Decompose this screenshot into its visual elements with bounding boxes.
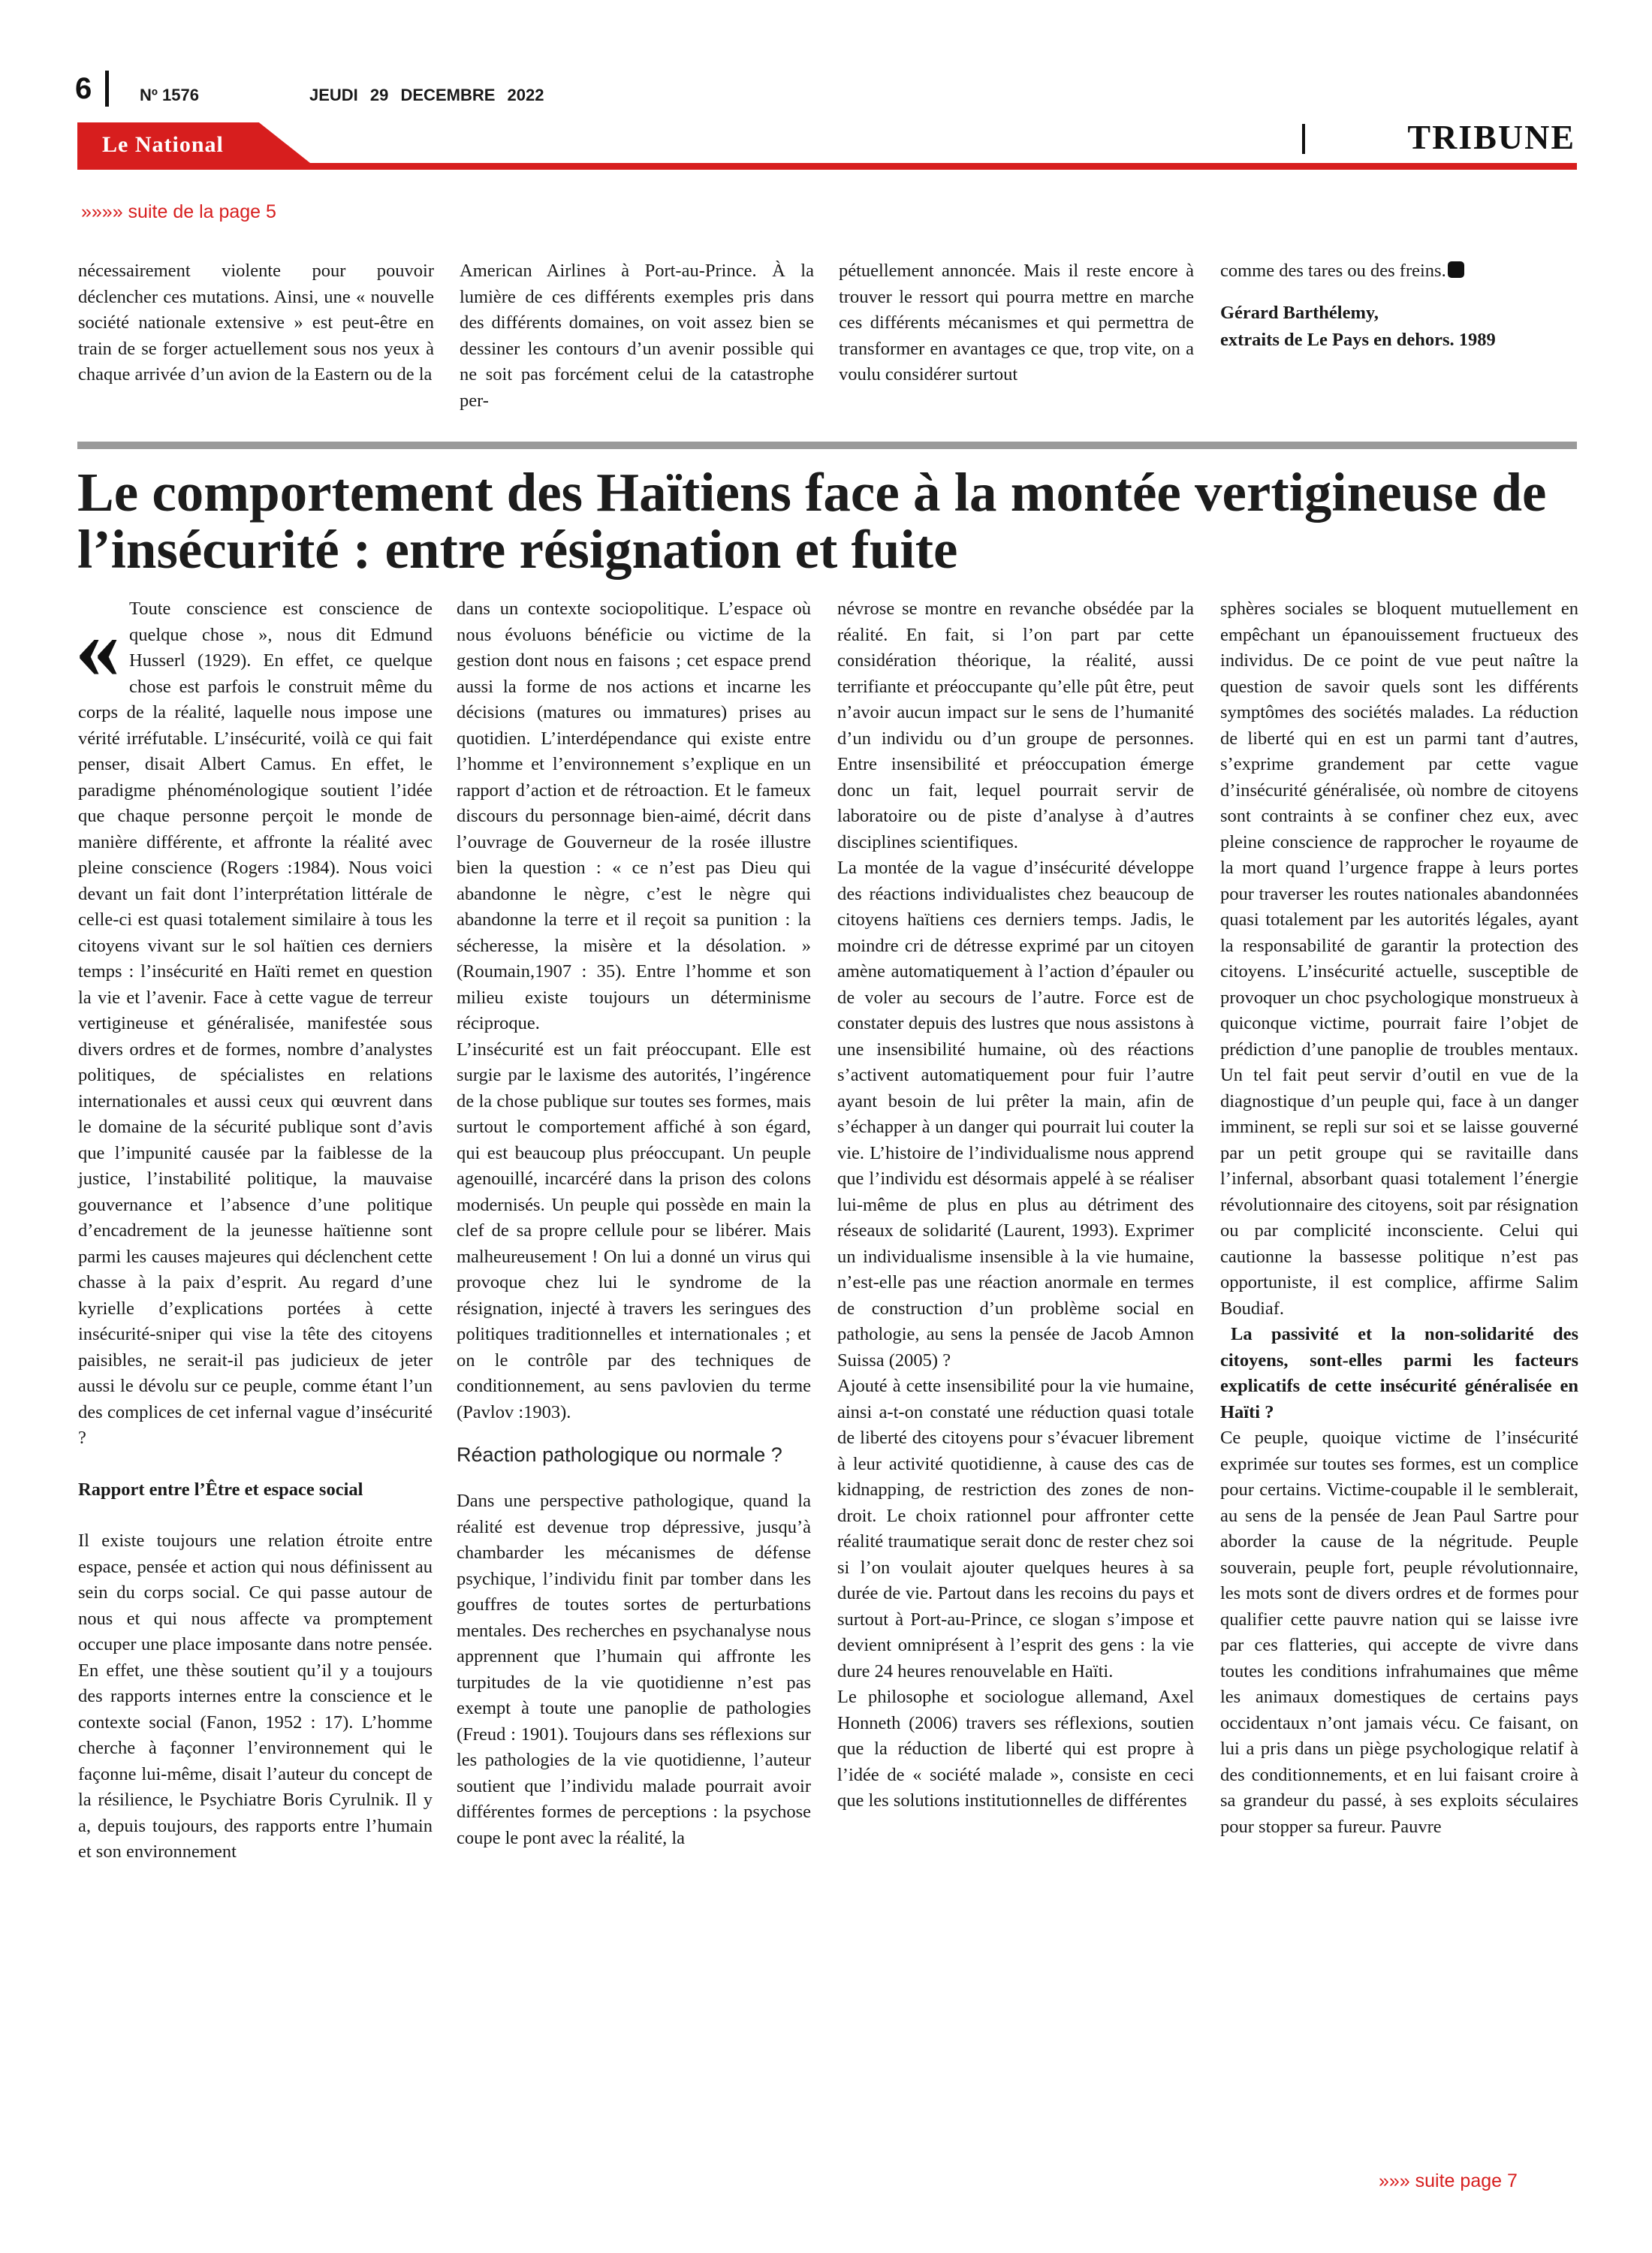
newspaper-brand: Le National	[102, 132, 224, 157]
article-column-2	[457, 596, 811, 1851]
author-signature	[1220, 300, 1578, 354]
article-paragraph: Dans une perspective pathologique, quand la réalité est devenue trop dépressive, jusqu’à chambarder les mécanismes de défense psychique, l’individu finit par tomber dans les gouffres de toutes sortes de perturbations mentales. Des recherches en psychanalyse nous apprennent que l’humain qui affronte les turpitudes de la vie quotidienne n’est pas exempt à toute une panoplie de pathologies (Freud : 1901). Toujours dans ses réflexions sur les pathologies de la vie quotidienne, l’auteur soutient que l’individu malade pourrait avoir différentes formes de perceptions : la psychose coupe le pont avec la réalité, la	[457, 1491, 811, 1848]
article-subheading: La passivité et la non-solidarité des citoyens, sont-elles parmi les facteurs explicatifs de cette insécurité généralisée en Haïti ?	[1220, 1324, 1578, 1422]
previous-article-text: pétuellement annoncée. Mais il reste encore à trouver le ressort qui pourra mettre en marche ces différents mécanismes et qui permettra de transformer en avantages ce que, trop vite, on a voulu considérer surtout	[839, 261, 1194, 385]
previous-article-column-1	[78, 258, 434, 388]
end-mark-icon	[1448, 261, 1464, 278]
page-number: 6	[75, 72, 92, 105]
previous-article-text: American Airlines à Port-au-Prince. À la lumière de ces différents exemples pris dans des différents domaines, on voit assez bien se dessiner les contours d’un avenir possible qui ne soit pas forcément celui de la catastrophe per-	[460, 261, 814, 411]
author-name: Gérard Barthélemy,	[1220, 302, 1379, 323]
section-title: TRIBUNE	[1407, 118, 1575, 156]
continued-to-link[interactable]: »»» suite page 7	[1379, 2170, 1518, 2191]
article-paragraph: Ce peuple, quoique victime de l’insécurité exprimée sur toutes ses formes, est un complice pour certains. Victime-coupable il le semblerait, au sens de la pensée de Jean Paul Sartre pour aborder la cause de la négritude. Peuple souverain, peuple fort, peuple révolutionnaire, les mots sont de divers ordres et de formes pour qualifier cette pauvre nation qui se laisse ivre par ces flatteries, qui accepte de vivre dans toutes les conditions infrahumaines que même les animaux domestiques de certains pays occidentaux n’ont jamais vécu. Ce faisant, on lui a pris dans un piège psychologique relatif à des conditionnements, et en lui faisant croire à sa grandeur du passé, à ses exploits séculaires pour stopper sa fureur. Pauvre	[1220, 1428, 1578, 1837]
section-divider	[1302, 124, 1305, 154]
article-paragraph: dans un contexte sociopolitique. L’espace où nous évoluons bénéficie ou victime de la gestion dont nous en faisons ; cet espace prend aussi la forme de nos actions et incarne les décisions (matures ou immatures) prises au quotidien. L’interdépendance qui existe entre l’homme et l’environnement s’explique en un rapport d’action et de rétroaction. Et le fameux discours du personnage bien-aimé, décrit dans l’ouvrage de Gouverneur de la rosée illustre bien la question : « ce n’est pas Dieu qui abandonne le nègre, c’est le nègre qui abandonne la terre et il reçoit sa punition : la sécheresse, la misère et la désolation. » (Roumain,1907 : 35). Entre l’homme et son milieu existe toujours un déterminisme réciproque.	[457, 599, 811, 1033]
article-separator	[77, 442, 1577, 449]
author-source: extraits de Le Pays en dehors. 1989	[1220, 329, 1496, 350]
article-paragraph: Il existe toujours une relation étroite entre espace, pensée et action qui nous définissent au sein du corps social. Ce qui passe autour de nous et qui nous affecte va promptement occuper une place imposante dans notre pensée. En effet, une thèse soutient qu’il y a toujours des rapports internes entre la conscience et le contexte social (Fanon, 1952 : 17). L’homme cherche à façonner l’environnement qui le façonne lui-même, disait l’auteur du concept de la résilience, le Psychiatre Boris Cyrulnik. Il y a, depuis toujours, des rapports entre l’humain et son environnement	[78, 1531, 433, 1862]
header-red-rule	[77, 163, 1577, 170]
previous-article-text	[1220, 258, 1578, 285]
issue-date: JEUDI 29 DECEMBRE 2022	[309, 86, 544, 104]
article-paragraph: Toute conscience est conscience de quelque chose », nous dit Edmund Husserl (1929). En effet, ce quelque chose est parfois le construit même du corps de la réalité, laquelle nous impose une vérité irréfutable. L’insécurité, voilà ce qui fait penser, disait Albert Camus. En effet, le paradigme phénoménologique soutient l’idée que chaque personne perçoit le monde de manière différente, et affronte la réalité avec pleine conscience (Rogers :1984). Nous voici devant un fait dont l’interprétation littérale de celle-ci est quasi totalement similaire à tous les citoyens vivant sur le sol haïtien ces derniers temps : l’insécurité en Haïti remet en question la vie et l’avenir. Face à cette vague de terreur vertigineuse et généralisée, manifestée sous divers ordres et de formes, nombre d’analystes politiques, de spécialistes en relations internationales et aussi ceux qui œuvrent dans le domaine de la sécurité publique sont d’avis que l’impunité causée par la faiblesse de la justice, l’instabilité politique, la mauvaise gouvernance et l’absence d’une politique d’encadrement de la jeunesse haïtienne sont parmi les causes majeures qui déclenchent cette chasse à la paix d’esprit. Au regard d’une kyrielle d’explications portées à cette insécurité-sniper qui vise la tête des citoyens paisibles, ne serait-il pas judicieux de jeter aussi le dévolu sur ce peuple, comme étant l’un des complices de cet infernal vague d’insécurité ?	[78, 599, 433, 1448]
article-column-4	[1220, 596, 1578, 1840]
issue-number: Nº 1576	[140, 86, 199, 104]
article-paragraph: névrose se montre en revanche obsédée par la réalité. En fait, si l’on part par cette considération théorique, la réalité, aussi terrifiante et préoccupante qu’elle pût être, peut n’avoir aucun impact sur le sens de l’humanité d’un individu ou d’un groupe de personnes. Entre insensibilité et préoccupation émerge donc un fait, lequel pourrait servir de laboratoire ou de piste d’analyse à d’autres disciplines scientifiques.	[837, 599, 1194, 852]
article-headline: Le comportement des Haïtiens face à la montée vertigineuse de l’insécurité : entre résignation et fuite	[77, 462, 1547, 580]
page-number-divider	[105, 71, 109, 107]
article-subheading: Réaction pathologique ou normale ?	[457, 1443, 782, 1466]
previous-article-column-3	[839, 258, 1194, 388]
article-subheading: Rapport entre l’Être et espace social	[78, 1479, 363, 1500]
previous-article-text: nécessairement violente pour pouvoir déclencher ces mutations. Ainsi, une « nouvelle société nationale extensive » est peut-être en train de se forger actuellement sous nos yeux à chaque arrivée d’un avion de la Eastern ou de la	[78, 261, 434, 385]
article-paragraph: La montée de la vague d’insécurité développe des réactions individualistes chez beaucoup de citoyens haïtiens ces derniers temps. Jadis, le moindre cri de détresse exprimé par un citoyen amène automatiquement à l’action d’épauler ou de voler au secours de l’autre. Force est de constater depuis des lustres que nous assistons à une insensibilité humaine, où des réactions s’activent automatiquement pour fuir l’autre ayant besoin de lui prêter la main, afin de s’échapper à un danger qui pourrait lui couter la vie. L’histoire de l’individualisme nous apprend que l’individu est désormais appelé à se réaliser lui-même de plus en plus au détriment des réseaux de solidarité (Laurent, 1993). Exprimer un individualisme insensible à la vie humaine, n’est-elle pas une réaction anormale en termes de construction d’un problème social en pathologie, au sens la pensée de Jacob Amnon Suissa (2005) ?	[837, 858, 1194, 1371]
previous-article-ending: comme des tares ou des freins.	[1220, 261, 1446, 281]
article-paragraph: L’insécurité est un fait préoccupant. Elle est surgie par le laxisme des autorités, l’ingérence de la chose publique sur toutes ses formes, mais surtout le comportement affiché à son égard, qui est beaucoup plus préoccupant. Un peuple agenouillé, incarcéré dans la prison des colons modernisés. Un peuple qui possède en main la clef de sa propre cellule pour se libérer. Mais malheureusement ! On lui a donné un virus qui provoque chez lui le syndrome de la résignation, injecté à travers les seringues des politiques traditionnelles et internationales ; et on le contrôle par des techniques de conditionnement, au sens pavlovien du terme (Pavlov :1903).	[457, 1039, 811, 1422]
article-paragraph: Le philosophe et sociologue allemand, Axel Honneth (2006) travers ses réflexions, soutien que la réduction de liberté qui est propre à l’idée de « société malade », consiste en ceci que les solutions institutionnelles de différentes	[837, 1687, 1194, 1811]
previous-article-column-4	[1220, 258, 1578, 354]
article-paragraph: sphères sociales se bloquent mutuellement en empêchant un épanouissement fructueux des individus. De ce point de vue peut naître la question de savoir quels sont les différents symptômes des sociétés malades. La réduction de liberté qui en est un parmi tant d’autres, s’exprime grandement par cette vague d’insécurité généralisée, où nombre de citoyens sont contraints à se confiner chez eux, avec pleine conscience de rapprocher le royaume de la mort quand l’urgence frappe à leurs portes pour traverser les routes nationales abandonnées quasi totalement par les autorités légales, ayant la responsabilité de garantir la protection des citoyens. L’insécurité actuelle, susceptible de provoquer un choc psychologique monstrueux à quiconque victime, pourrait faire l’objet de prédiction d’une panoplie de troubles mentaux. Un tel fait peut servir d’outil en vue de la diagnostique d’un peuple qui, face à un danger imminent, se repli sur soi et se laisse gouverné par un petit groupe qui se ravitaille dans l’infernal, absorbant quasi totalement l’énergie révolutionnaire des citoyens, soit par résignation ou par complicité inconsciente. Celui qui cautionne la bassesse politique n’est pas opportuniste, il est complice, affirme Salim Boudiaf.	[1220, 599, 1578, 1319]
article-column-3	[837, 596, 1194, 1814]
article-column-1	[75, 596, 433, 1865]
continued-from-link[interactable]: »»»» suite de la page 5	[81, 201, 276, 222]
opening-quote-icon: «	[75, 597, 120, 697]
article-paragraph: Ajouté à cette insensibilité pour la vie humaine, ainsi a-t-on constaté une réduction quasi totale de liberté des citoyens pour s’évacuer librement à leur activité quotidienne, à cause des cas de kidnapping, de restriction des zones de non-droit. Le choix rationnel pour affronter cette réalité traumatique serait donc de rester chez soi si l’on voulait ajouter quelques heures à sa durée de vie. Partout dans les recoins du pays et surtout à Port-au-Prince, ce slogan s’impose et devient omniprésent à l’esprit des gens : la vie dure 24 heures renouvelable en Haïti.	[837, 1376, 1194, 1681]
previous-article-column-2	[460, 258, 814, 414]
